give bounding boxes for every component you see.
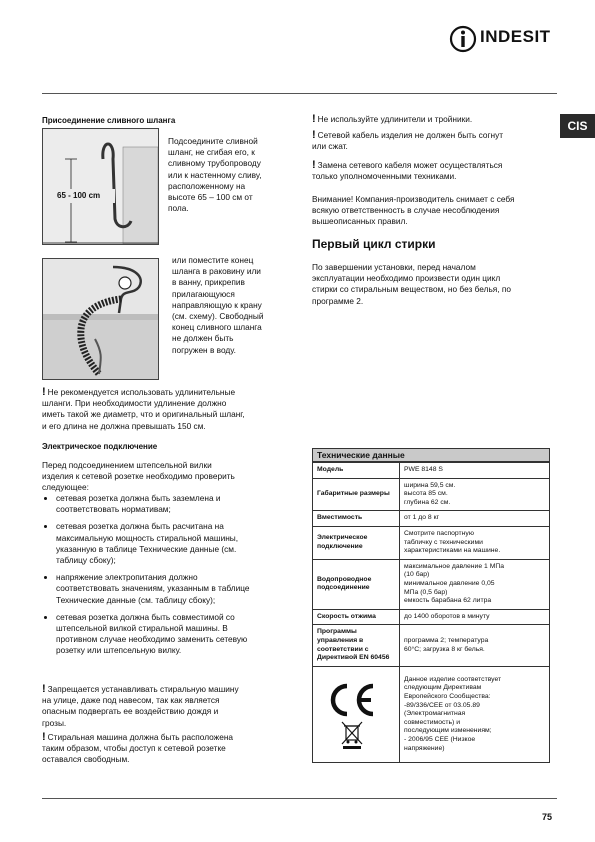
text-line: грозы.: [42, 717, 67, 728]
text-line: вышеописанных правил.: [312, 216, 408, 227]
brand-name: INDESIT: [480, 27, 551, 46]
table-row: [313, 463, 550, 479]
attention-notice: [312, 194, 557, 228]
elec-bullets: [42, 493, 297, 663]
text-line: прилагающуюся: [172, 288, 235, 299]
warning-icon: !: [312, 129, 316, 141]
spec-value: максимальное давление 1 МПа (10 бар) минимальное давление 0,05 МПа (0,5 бар) емкость барабана 62 литра: [400, 559, 550, 609]
brand-logo: [448, 24, 558, 54]
drain-text-1: [168, 136, 298, 214]
sink-drain-illustration: [43, 259, 158, 379]
drain-title: Присоединение сливного шланга: [42, 116, 176, 125]
drain-text-2: [172, 255, 297, 356]
spec-key: Вместимость: [313, 511, 400, 527]
header-rule: [42, 93, 557, 94]
warning-access: ! Стиральная машина должна быть расположена таким образом, чтобы доступ к сетевой розетке оставался свободным.: [42, 732, 297, 766]
bullet-item: • сетевая розетка должна быть расчитана на максимальную мощность стиральной машины, указанную в таблице Технические данные (см. таблицу сбоку);: [56, 521, 297, 566]
spec-key: Габаритные размеры: [313, 478, 400, 511]
bullet-item: • сетевая розетка должна быть совместимой со штепсельной вилкой стиральной машины. В противном случае необходимо заменить сетевую розетку или штепсельную вилку.: [56, 612, 297, 657]
spec-value: от 1 до 8 кг: [400, 511, 550, 527]
weee-bin-icon: [341, 721, 363, 749]
text-line: шланга в раковину или: [172, 266, 261, 277]
warning-extensions: ! Не используйте удлинители и тройники.: [312, 113, 473, 125]
text-line: стирки со стиральным веществом, но без белья, по: [312, 284, 511, 295]
text-line: высоте 65 – 100 см от: [168, 192, 253, 203]
text-line: изделия к сетевой розетке необходимо проверить: [42, 471, 235, 482]
text-line: сливному трубопроводу: [168, 158, 261, 169]
text-line: иметь такой же диаметр, что и оригинальный шланг,: [42, 409, 245, 420]
table-row: [313, 511, 550, 527]
text-line: погружен в воду.: [172, 344, 236, 355]
warning-icon: !: [312, 159, 316, 171]
spec-value: Смотрите паспортную табличку с техническими характеристиками на машине.: [400, 526, 550, 559]
text-line: только уполномоченными техниками.: [312, 171, 457, 182]
spec-value: программа 2; температура 60°С; загрузка 8 кг белья.: [400, 625, 550, 666]
spec-key: Программы управления в соответствии с Директивой EN 60456: [313, 625, 400, 666]
table-row: [313, 625, 550, 666]
drain-warning: ! Не рекомендуется использовать удлинительные шланги. При необходимости удлинение должно иметь такой же диаметр, что и оригинальный шланг, и его длина не должна превышать 150 см.: [42, 387, 287, 432]
indesit-logo-icon: [448, 24, 478, 54]
text-line: оставался свободным.: [42, 754, 130, 765]
table-row: [313, 559, 550, 609]
warning-icon: !: [42, 386, 46, 398]
text-line: конец сливного шланга: [172, 322, 262, 333]
spec-table-title: Технические данные: [312, 448, 550, 462]
text-line: пола.: [168, 203, 189, 214]
text-line: Внимание! Компания-производитель снимает с себя: [312, 194, 515, 204]
page-number: 75: [542, 812, 553, 822]
table-row: [313, 609, 550, 625]
warning-outdoor: ! Запрещается устанавливать стиральную машину на улице, даже под навесом, так как является опасным подвергать ее воздействию дождя и грозы.: [42, 684, 297, 729]
text-line: опасным подвергать ее воздействию дождя и: [42, 706, 219, 717]
bullet-item: • напряжение электропитания должно соответствовать значениям, указанным в таблице Технические данные (см. таблицу сбоку);: [56, 572, 297, 606]
text-line: на улице, даже под навесом, так как является: [42, 695, 220, 706]
first-cycle-title: Первый цикл стирки: [312, 237, 436, 251]
bullet-item: • сетевая розетка должна быть заземлена и соответствовать нормативам;: [56, 493, 297, 515]
text-line: и его длина не должна превышать 150 см.: [42, 420, 206, 431]
text-line: таким образом, чтобы доступ к сетевой розетке: [42, 743, 226, 754]
text-line: эксплуатации необходимо произвести один цикл: [312, 273, 501, 284]
text-line: Перед подсоединением штепсельной вилки: [42, 460, 212, 470]
text-line: программе 2.: [312, 295, 364, 306]
warning-icon: !: [42, 731, 46, 743]
warning-icon: !: [312, 113, 316, 125]
text-line: всякую ответственность в случае несоблюдения: [312, 205, 500, 216]
text-line: По завершении установки, перед началом: [312, 262, 476, 272]
spec-key: Скорость отжима: [313, 609, 400, 625]
text-line: направляющую к крану: [172, 299, 262, 310]
ce-mark-cell: [313, 666, 400, 763]
text-line: шланги. При необходимости удлинение должно: [42, 398, 227, 409]
text-line: шланг, не сгибая его, к: [168, 147, 255, 158]
text-line: следующее:: [42, 482, 89, 493]
spec-value: PWE 8148 S: [400, 463, 550, 479]
warning-cable-replace: ! Замена сетевого кабеля может осуществляться только уполномоченными техниками.: [312, 160, 557, 182]
drain-figure-sink: [42, 258, 159, 380]
text-line: или сжат.: [312, 141, 348, 152]
footer-rule: [42, 798, 557, 799]
text-line: не должен быть: [172, 333, 234, 344]
elec-title: Электрическое подключение: [42, 442, 158, 451]
table-row: [313, 526, 550, 559]
wall-drain-illustration: [43, 129, 158, 244]
ce-directive-text: Данное изделие соответствует следующим Директивам Европейского Сообщества: -89/336/CEE от 03.05.89 (Электромагнитная совместимость) и последующим изменениям; - 2006/95 CEE (Низкое напряжение): [400, 666, 550, 763]
spec-key: Электрическое подключение: [313, 526, 400, 559]
text-line: Подсоедините сливной: [168, 136, 258, 146]
text-line: (см. схему). Свободный: [172, 311, 264, 322]
first-cycle-text: [312, 262, 557, 307]
spec-value: ширина 59,5 см. высота 85 см. глубина 62 см.: [400, 478, 550, 511]
spec-table: [312, 462, 550, 763]
height-range-label: 65 - 100 cm: [57, 191, 101, 200]
text-line: или к настенному сливу,: [168, 169, 262, 180]
text-line: в ванну, прикрепив: [172, 277, 245, 288]
elec-intro: [42, 460, 292, 494]
text-line: расположенному на: [168, 180, 246, 191]
table-row: [313, 666, 550, 763]
spec-key: Водопроводное подсоединение: [313, 559, 400, 609]
table-row: [313, 478, 550, 511]
spec-key: Модель: [313, 463, 400, 479]
drain-figure-wall: [42, 128, 159, 245]
language-tab: CIS: [560, 114, 595, 138]
warning-cable-bend: ! Сетевой кабель изделия не должен быть согнут или сжат.: [312, 130, 557, 152]
warning-icon: !: [42, 683, 46, 695]
spec-value: до 1400 оборотов в минуту: [400, 609, 550, 625]
text-line: или поместите конец: [172, 255, 254, 265]
